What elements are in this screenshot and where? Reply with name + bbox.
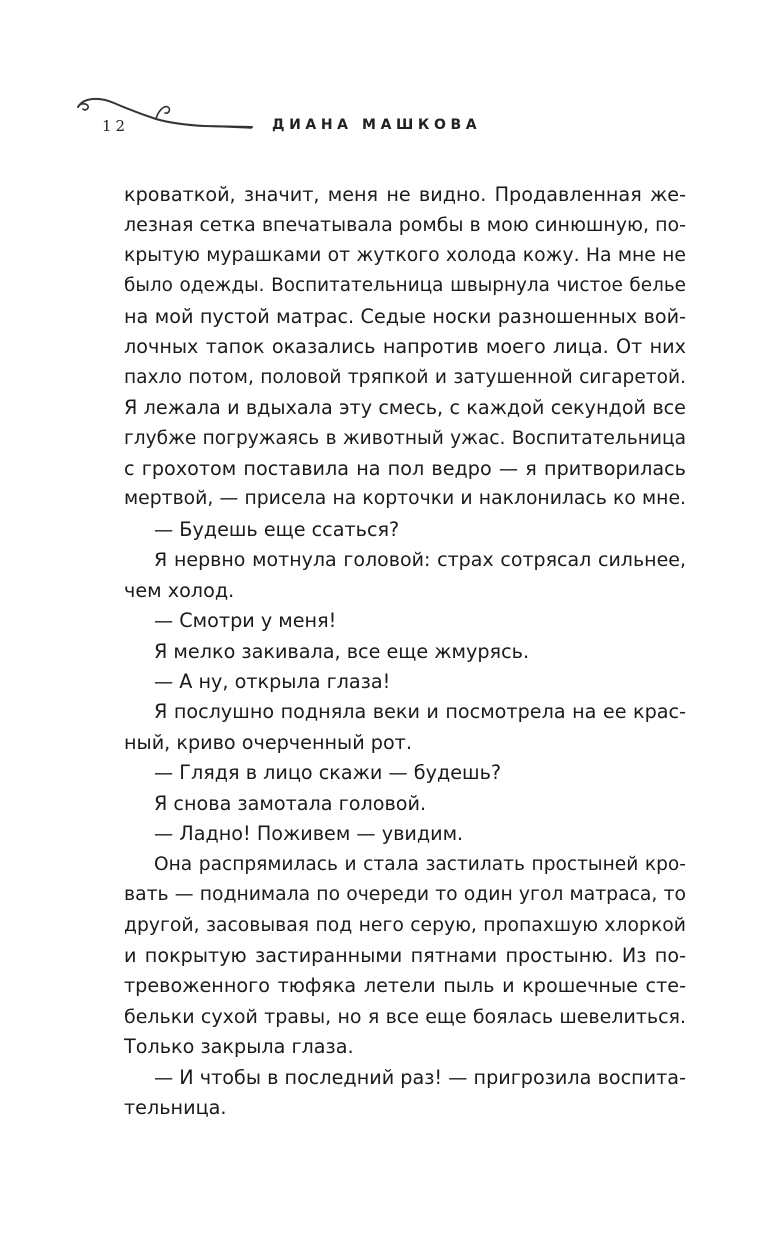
text-line: глубже погружаясь в животный ужас. Воспитательница [124, 427, 686, 449]
text-line: и покрытую застиранными пятнами простыню. Из по- [124, 943, 686, 967]
text-line: тельница. [124, 1096, 227, 1120]
text-line: Я нервно мотнула головой: страх сотрясал сильнее, [154, 549, 686, 572]
text-line: — И чтобы в последний раз! — пригрозила воспита- [154, 1065, 686, 1089]
text-line: — Будешь еще ссаться? [154, 517, 400, 541]
text-line: другой, засовывая под него серую, пропахшую хлоркой [124, 914, 686, 936]
text-line: Я снова замотала головой. [154, 791, 427, 815]
text-line: — А ну, открыла глаза! [154, 670, 391, 693]
text-line: ный, криво очерченный рот. [124, 730, 412, 754]
text-line: — Глядя в лицо скажи — будешь? [154, 761, 502, 785]
body-text [124, 180, 686, 1124]
text-line: было одежды. Воспитательница швырнула чистое белье [124, 275, 686, 297]
page-number: 12 [102, 117, 130, 135]
text-line: — Ладно! Поживем — увидим. [154, 822, 464, 846]
text-line: лезная сетка впечатывала ромбы в мою синюшную, по- [124, 214, 686, 237]
text-line: лочных тапок оказались напротив моего лица. От них [124, 335, 686, 359]
text-line: Я послушно подняла веки и посмотрела на ее крас- [154, 700, 686, 724]
text-line: бельки сухой травы, но я все еще боялась шевелиться. [124, 1005, 686, 1028]
text-line: с грохотом поставила на пол ведро — я притворилась [124, 456, 686, 480]
text-line: вать — поднимала по очереди то один угол матраса, то [124, 884, 686, 906]
text-line: — Смотри у меня! [154, 609, 337, 633]
text-line: Я мелко закивала, все еще жмурясь. [154, 639, 530, 663]
text-line: Я лежала и вдыхала эту смесь, с каждой секундой все [124, 396, 686, 420]
text-line: тревоженного тюфяка летели пыль и крошечные сте- [124, 974, 686, 998]
text-line: кроваткой, значит, меня не видно. Продавленная же- [124, 183, 686, 206]
text-line: чем холод. [124, 578, 235, 602]
flourish-ornament-icon [74, 93, 254, 133]
text-line: мертвой, — присела на корточки и наклонилась ко мне. [124, 488, 686, 510]
text-line: пахло потом, половой тряпкой и затушенной сигаретой. [124, 366, 686, 388]
running-head-author: ДИАНА МАШКОВА [272, 117, 482, 133]
text-line: Она распрямилась и стала застилать простыней кро- [154, 853, 686, 875]
text-line: крытую мурашками от жуткого холода кожу. На мне не [124, 244, 686, 266]
text-line: Только закрыла глаза. [124, 1035, 354, 1059]
text-line: на мой пустой матрас. Седые носки разношенных вой- [124, 304, 686, 328]
